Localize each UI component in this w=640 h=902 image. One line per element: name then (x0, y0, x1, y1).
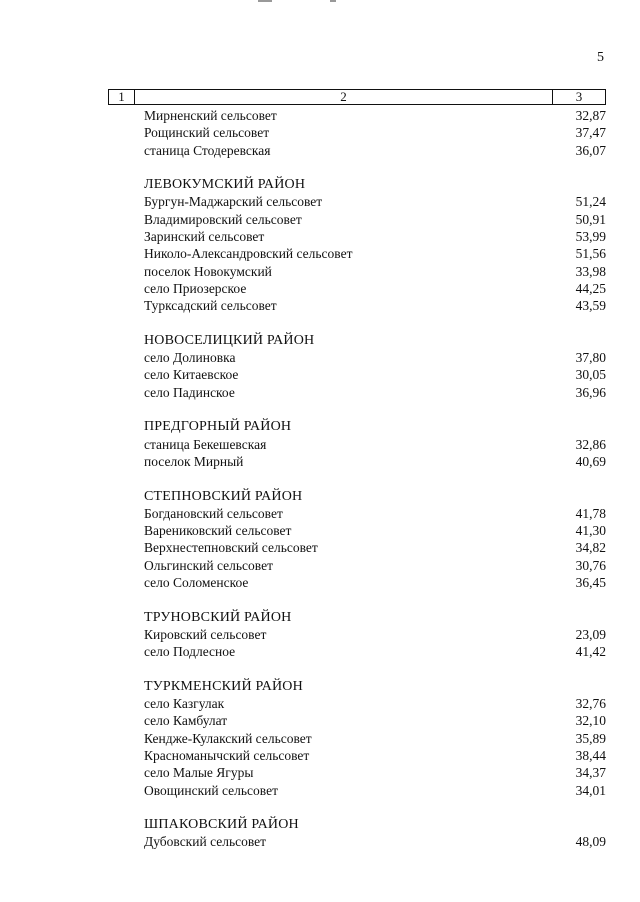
settlement-value: 50,91 (575, 211, 606, 227)
settlement-name: поселок Мирный (144, 453, 244, 469)
table-row (144, 539, 606, 556)
settlement-name: Дубовский сельсовет (144, 834, 267, 850)
settlement-name: Варениковский сельсовет (144, 523, 292, 539)
settlement-value: 44,25 (575, 280, 606, 296)
table-row (144, 297, 606, 314)
district-title: ЛЕВОКУМСКИЙ РАЙОН (144, 177, 306, 193)
table-row (144, 453, 606, 470)
settlement-value: 51,56 (575, 246, 606, 262)
settlement-name: Мирненский сельсовет (144, 108, 277, 123)
settlement-name: Верхнестепновский сельсовет (144, 540, 318, 556)
settlement-name: село Камбулат (144, 713, 228, 729)
table-row (144, 522, 606, 539)
table-header (108, 89, 606, 105)
settlement-name: станица Стодеревская (144, 142, 271, 158)
header-col-2: 2 (135, 90, 553, 104)
settlement-name: станица Бекешевская (144, 436, 267, 452)
settlement-name: Владимировский сельсовет (144, 211, 302, 227)
settlement-name: село Приозерское (144, 280, 247, 296)
table-row (144, 211, 606, 228)
district-title: ТУРКМЕНСКИЙ РАЙОН (144, 678, 303, 694)
settlement-value: 38,44 (575, 747, 606, 763)
table-row (144, 124, 606, 141)
settlement-name: село Соломенское (144, 575, 249, 591)
settlement-name: Бургун-Маджарский сельсовет (144, 194, 323, 210)
table-row (144, 107, 606, 124)
settlement-value: 40,69 (575, 453, 606, 469)
table-row (144, 263, 606, 280)
settlement-name: село Долиновка (144, 350, 236, 366)
settlement-value: 36,96 (575, 384, 606, 400)
settlement-name: Красноманычский сельсовет (144, 747, 310, 763)
table-row (144, 228, 606, 245)
settlement-value: 33,98 (575, 263, 606, 279)
settlement-value: 34,37 (575, 765, 606, 781)
table-row (144, 730, 606, 747)
table-row (144, 384, 606, 401)
settlement-name: Овощинский сельсовет (144, 782, 278, 798)
table-row (144, 695, 606, 712)
table-row (144, 643, 606, 660)
scan-artifact (258, 0, 272, 2)
settlement-value: 32,86 (575, 436, 606, 452)
table-row (144, 574, 606, 591)
table-row (144, 764, 606, 781)
district-title: ПРЕДГОРНЫЙ РАЙОН (144, 419, 292, 435)
settlement-value: 41,30 (575, 523, 606, 539)
settlement-value: 51,24 (575, 194, 606, 210)
settlement-name: село Китаевское (144, 367, 239, 383)
settlement-value: 36,07 (575, 142, 606, 158)
settlement-value: 32,87 (575, 108, 606, 123)
settlement-name: Богдановский сельсовет (144, 505, 283, 521)
settlement-name: Николо-Александровский сельсовет (144, 246, 353, 262)
table-row (144, 193, 606, 210)
settlement-value: 30,05 (575, 367, 606, 383)
settlement-name: Заринский сельсовет (144, 229, 265, 245)
district-title: ШПАКОВСКИЙ РАЙОН (144, 817, 299, 833)
settlement-value: 23,09 (575, 626, 606, 642)
table-row (144, 747, 606, 764)
settlement-value: 41,78 (575, 505, 606, 521)
settlement-name: Рощинский сельсовет (144, 125, 270, 141)
settlement-value: 36,45 (575, 575, 606, 591)
settlement-name: село Казгулак (144, 696, 225, 712)
settlement-value: 48,09 (575, 834, 606, 850)
table-row (144, 280, 606, 297)
settlement-value: 53,99 (575, 229, 606, 245)
table-row (144, 505, 606, 522)
header-col-3: 3 (575, 89, 583, 104)
scan-artifact (330, 0, 336, 2)
settlement-name: Кировский сельсовет (144, 626, 267, 642)
table-row (144, 626, 606, 643)
settlement-name: Кендже-Кулакский сельсовет (144, 730, 312, 746)
table-row (144, 366, 606, 383)
settlement-value: 30,76 (575, 557, 606, 573)
settlement-value: 37,47 (575, 125, 606, 141)
district-title: СТЕПНОВСКИЙ РАЙОН (144, 488, 303, 504)
table-row (144, 245, 606, 262)
district-title: ТРУНОВСКИЙ РАЙОН (144, 609, 292, 625)
header-col-1: 1 (109, 90, 135, 104)
settlement-name: Турксадский сельсовет (144, 298, 277, 314)
settlement-value: 35,89 (575, 730, 606, 746)
district-title: НОВОСЕЛИЦКИЙ РАЙОН (144, 332, 315, 348)
settlement-value: 41,42 (575, 644, 606, 660)
settlement-value: 32,76 (575, 696, 606, 712)
settlement-value: 43,59 (575, 298, 606, 314)
table-row (144, 557, 606, 574)
settlement-name: село Малые Ягуры (144, 765, 254, 781)
table-row (144, 833, 606, 850)
table-row (144, 712, 606, 729)
settlement-name: поселок Новокумский (144, 263, 272, 279)
table-row (144, 142, 606, 159)
table-body (144, 107, 606, 851)
table-row (144, 349, 606, 366)
settlement-value: 32,10 (575, 713, 606, 729)
page-number: 5 (597, 50, 604, 65)
settlement-value: 34,01 (575, 782, 606, 798)
settlement-name: село Падинское (144, 384, 235, 400)
settlement-value: 37,80 (575, 350, 606, 366)
settlement-value: 34,82 (575, 540, 606, 556)
table-row (144, 782, 606, 799)
settlement-name: Ольгинский сельсовет (144, 557, 273, 573)
table-row (144, 436, 606, 453)
settlement-name: село Подлесное (144, 644, 236, 660)
